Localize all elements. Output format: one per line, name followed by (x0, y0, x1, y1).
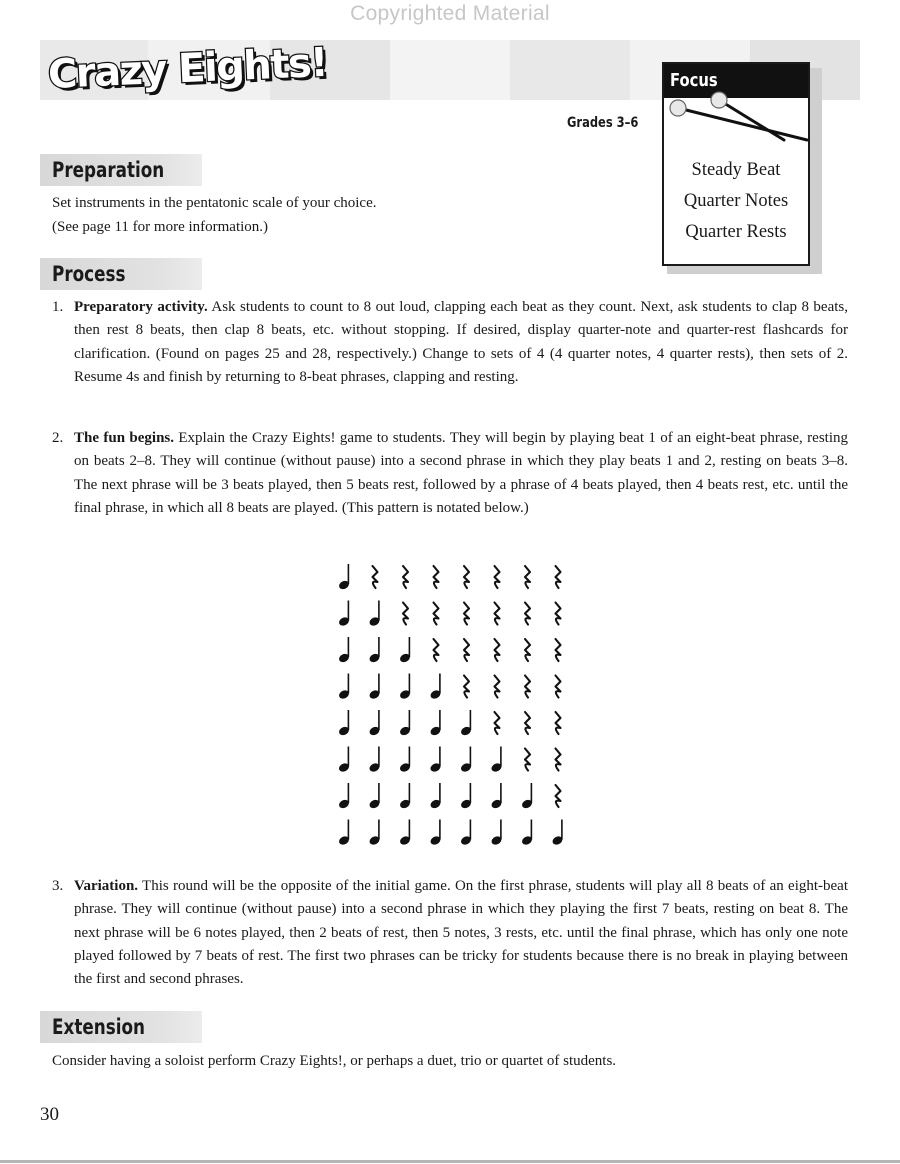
focus-item: Steady Beat (691, 160, 781, 180)
preparation-line: (See page 11 for more information.) (52, 218, 269, 235)
quarter-rest-icon (403, 603, 408, 625)
quarter-note-icon (490, 747, 503, 774)
footer-rule (0, 1160, 900, 1163)
quarter-note-icon (368, 783, 381, 810)
quarter-note-icon (338, 783, 351, 810)
quarter-note-icon (338, 747, 351, 774)
step-lead: The fun begins. (74, 430, 174, 446)
quarter-note-icon (429, 820, 442, 847)
quarter-note-icon (338, 674, 351, 701)
step-number: 1. (52, 299, 64, 315)
quarter-note-icon (429, 747, 442, 774)
quarter-rest-icon (464, 566, 469, 588)
process-step (52, 427, 848, 520)
rhythm-pattern (330, 560, 570, 840)
quarter-rest-icon (556, 639, 561, 661)
grade-level: Grades 3–6 (567, 115, 639, 131)
step-lead: Preparatory activity. (74, 299, 208, 315)
quarter-rest-icon (464, 639, 469, 661)
extension-text: Consider having a soloist perform Crazy Eights!, or perhaps a duet, trio or quartet of students. (52, 1053, 617, 1069)
quarter-rest-icon (525, 676, 530, 698)
mallet-head-left (670, 100, 686, 116)
preparation-text (52, 192, 377, 239)
focus-list (662, 155, 810, 248)
step-number: 3. (52, 878, 64, 894)
process-step (52, 296, 848, 389)
quarter-note-icon (399, 710, 412, 737)
quarter-note-icon (338, 564, 351, 591)
quarter-note-icon (460, 747, 473, 774)
quarter-rest-icon (525, 566, 530, 588)
quarter-rest-icon (556, 676, 561, 698)
quarter-rest-icon (434, 639, 439, 661)
step-text: Explain the Crazy Eights! game to students. They will begin by playing beat 1 of an eight-beat phrase, resting on beats 2–8. They will continue (without pause) into a second phrase in which they play beats 1 and 2, resting on beats 3–8. The next phrase will be 3 beats played, then 5 beats rest, followed by a phrase of 4 beats played, then 4 beats rest, etc. until the final phrase, in which all 8 beats are played. (This pattern is notated below.) (74, 430, 848, 516)
quarter-rest-icon (556, 749, 561, 771)
quarter-note-icon (429, 783, 442, 810)
quarter-note-icon (490, 820, 503, 847)
step-number: 2. (52, 430, 64, 446)
quarter-note-icon (490, 783, 503, 810)
quarter-rest-icon (464, 603, 469, 625)
quarter-note-icon (460, 783, 473, 810)
quarter-note-icon (368, 601, 381, 628)
quarter-note-icon (399, 747, 412, 774)
mallet-head-right (711, 92, 727, 108)
quarter-note-icon (338, 637, 351, 664)
quarter-rest-icon (495, 603, 500, 625)
page-number: 30 (40, 1104, 59, 1125)
page-title: Crazy Eights! (46, 39, 328, 98)
quarter-rest-icon (495, 676, 500, 698)
quarter-rest-icon (403, 566, 408, 588)
quarter-note-icon (521, 820, 534, 847)
mallets-icon (664, 88, 824, 148)
step-lead: Variation. (74, 878, 139, 894)
focus-header-label: Focus (670, 70, 718, 91)
quarter-note-icon (399, 674, 412, 701)
quarter-rest-icon (556, 603, 561, 625)
quarter-note-icon (399, 820, 412, 847)
quarter-rest-icon (373, 566, 378, 588)
extension-heading: Extension (52, 1015, 145, 1039)
copyright-watermark: Copyrighted Material (350, 2, 550, 25)
quarter-note-icon (399, 783, 412, 810)
process-heading: Process (52, 262, 126, 286)
quarter-note-icon (338, 601, 351, 628)
quarter-rest-icon (495, 712, 500, 734)
quarter-note-icon (338, 710, 351, 737)
focus-item: Quarter Notes (683, 191, 789, 211)
quarter-rest-icon (556, 566, 561, 588)
step-text: Ask students to count to 8 out loud, clapping each beat as they count. Next, ask students to clap 8 beats, then rest 8 beats, then clap 8 beats, etc. without stopping. If desired, display quarter-note and quarter-rest flashcards for clarification. (Found on pages 25 and 28, respectively.) Change to sets of 4 (4 quarter notes, 4 quarter rests), then sets of 2. Resume 4s and finish by returning to 8-beat phrases, clapping and resting. (74, 299, 848, 385)
quarter-rest-icon (556, 712, 561, 734)
quarter-rest-icon (556, 785, 561, 807)
quarter-rest-icon (495, 566, 500, 588)
quarter-note-icon (460, 820, 473, 847)
quarter-note-icon (429, 674, 442, 701)
quarter-note-icon (368, 820, 381, 847)
quarter-note-icon (460, 710, 473, 737)
quarter-rest-icon (434, 566, 439, 588)
quarter-rest-icon (495, 639, 500, 661)
quarter-rest-icon (525, 603, 530, 625)
quarter-rest-icon (525, 639, 530, 661)
step-text: This round will be the opposite of the initial game. On the first phrase, students will play all 8 beats of an eight-beat phrase. They will continue (without pause) into a second phrase in which they playing the first 7 beats, resting on beat 8. The next phrase will be 6 notes played, then 2 beats of rest, then 5 notes, 3 rests, etc. until the final phrase, which has only one note played followed by 7 beats of rest. The first two phrases can be tricky for students because there is no break in playing between the first and second phrases. (74, 878, 849, 988)
quarter-rest-icon (525, 712, 530, 734)
quarter-note-icon (521, 783, 534, 810)
quarter-rest-icon (464, 676, 469, 698)
preparation-line: Set instruments in the pentatonic scale of your choice. (52, 195, 377, 211)
quarter-note-icon (399, 637, 412, 664)
quarter-rest-icon (434, 603, 439, 625)
preparation-heading: Preparation (52, 158, 165, 182)
quarter-note-icon (429, 710, 442, 737)
quarter-note-icon (338, 820, 351, 847)
process-step (52, 875, 848, 991)
quarter-note-icon (368, 637, 381, 664)
quarter-note-icon (551, 820, 564, 847)
focus-item: Quarter Rests (685, 222, 787, 242)
quarter-rest-icon (525, 749, 530, 771)
quarter-note-icon (368, 710, 381, 737)
quarter-note-icon (368, 674, 381, 701)
quarter-note-icon (368, 747, 381, 774)
